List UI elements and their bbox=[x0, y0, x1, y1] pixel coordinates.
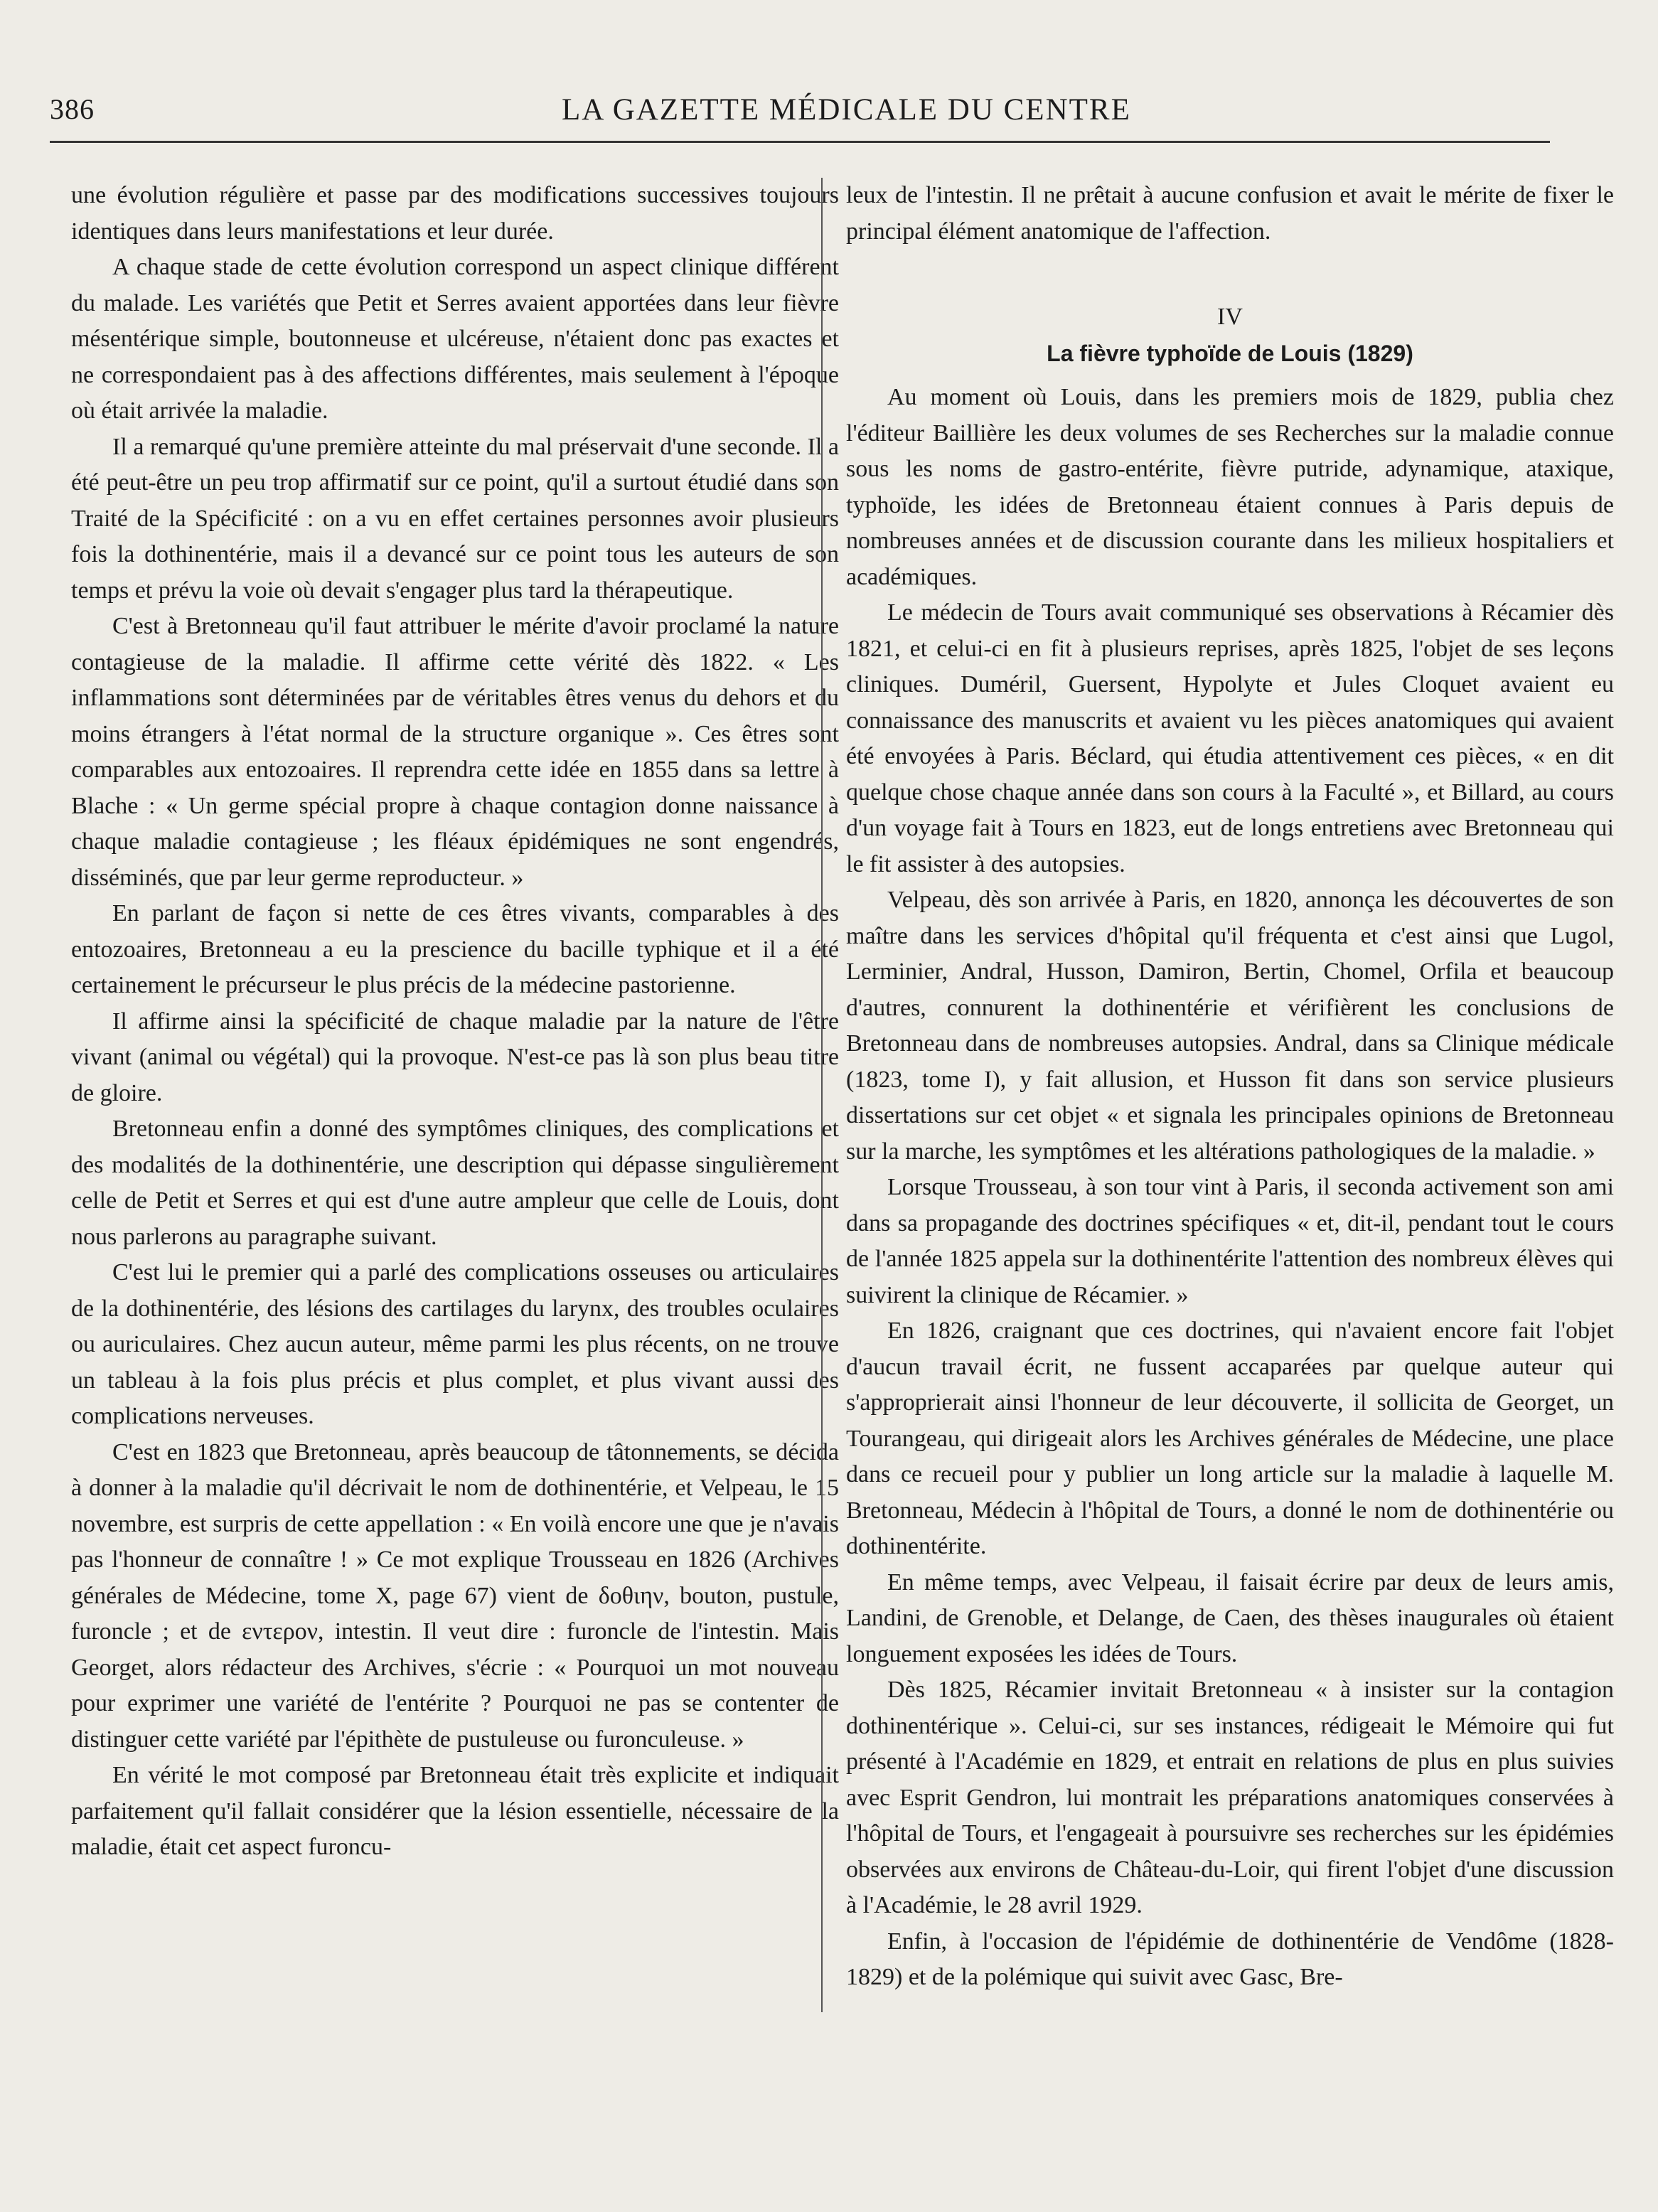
paragraph: leux de l'intestin. Il ne prêtait à aucune confusion et avait le mérite de fixer le principal élément anatomique de l'affection. bbox=[846, 182, 1614, 245]
paragraph: Le médecin de Tours avait communiqué ses observations à Récamier dès 1821, et celui-ci en fit à plusieurs reprises, après 1825, l'objet de ses leçons cliniques. Duméril, Guersent, Hypolyte et Jules Cloquet avaient eu connaissance des manuscrits et avaient vu les pièces anatomiques qui avaient été envoyées à Paris. Béclard, qui étudia attentivement ces pièces, « en dit quelque chose chaque année dans son cours à la Faculté », et Billard, au cours d'un voyage fait à Tours en 1823, eut de longs entretiens avec Bretonneau qui le fit assister à des autopsies. bbox=[846, 599, 1614, 877]
paragraph: En même temps, avec Velpeau, il faisait écrire par deux de leurs amis, Landini, de Grenoble, et Delange, de Caen, des thèses inaugurales où étaient longuement exposées les idées de Tours. bbox=[846, 1569, 1614, 1667]
right-column bbox=[846, 178, 1614, 1996]
page-header bbox=[50, 92, 1550, 135]
paragraph: En vérité le mot composé par Bretonneau était très explicite et indiquait parfaitement qu'il fallait considérer que la lésion essentielle, nécessaire de la maladie, était cet aspect furoncu- bbox=[71, 1762, 839, 1860]
paragraph: Velpeau, dès son arrivée à Paris, en 1820, annonça les découvertes de son maître dans les services d'hôpital qu'il fréquenta et c'est ainsi que Lugol, Lerminier, Andral, Husson, Damiron, Bertin, Chomel, Orfila et beaucoup d'autres, connurent la dothinentérie et vérifièrent les conclusions de Bretonneau dans de nombreuses autopsies. Andral, dans sa Clinique médicale (1823, tome I), y fait allusion, et Husson fit dans son service plusieurs dissertations sur cet objet « et signala les principales opinions de Bretonneau sur la marche, les symptômes et les altérations pathologiques de la maladie. » bbox=[846, 887, 1614, 1165]
paragraph: Dès 1825, Récamier invitait Bretonneau « à insister sur la contagion dothinentérique ». Celui-ci, sur ses instances, rédigeait le Mémoire qui fut présenté à l'Académie en 1829, et entrait en relations de plus en plus suivies avec Esprit Gendron, lui montrait les préparations anatomiques conservées à l'hôpital de Tours, et l'engageait à poursuivre ses recherches sur les épidémies observées aux environs de Château-du-Loir, qui firent l'objet d'une discussion à l'Académie, le 28 avril 1929. bbox=[846, 1677, 1614, 1918]
paragraph: En 1826, craignant que ces doctrines, qui n'avaient encore fait l'objet d'aucun travail écrit, ne fussent accaparées par quelque auteur qui s'approprierait ainsi l'honneur de leur découverte, il sollicita de Georget, un Tourangeau, qui dirigeait alors les Archives générales de Médecine, une place dans ce recueil pour y publier un long article sur la maladie à laquelle M. Bretonneau, Médecin à l'hôpital de Tours, a donné le nom de dothinentérie ou dothinentérite. bbox=[846, 1318, 1614, 1559]
page-number: 386 bbox=[50, 93, 95, 125]
paragraph: C'est en 1823 que Bretonneau, après beaucoup de tâtonnements, se décida à donner à la maladie qu'il décrivait le nom de dothinentérie, et Velpeau, le 15 novembre, est surpris de cette appellation : « En voilà encore une que je n'avais pas l'honneur de connaître ! » Ce mot explique Trousseau en 1826 (Archives générales de Médecine, tome X, page 67) vient de δοθιην, bouton, pustule, furoncle ; et de εντερον, intestin. Il veut dire : furoncle de l'intestin. Mais Georget, alors rédacteur des Archives, s'écrie : « Pourquoi un mot nouveau pour exprimer une variété de l'entérite ? Pourquoi ne pas se contenter de distinguer cette variété par l'épithète de pustuleuse ou furonculeuse. » bbox=[71, 1438, 839, 1753]
paragraph: Il a remarqué qu'une première atteinte du mal préservait d'une seconde. Il a été peut-être un peu trop affirmatif sur ce point, qu'il a surtout étudié dans son Traité de la Spécificité : on a vu en effet certaines personnes avoir plusieurs fois la dothinentérie, mais il a devancé sur ce point tous les auteurs de son temps et prévu la voie où devait s'engager plus tard la thérapeutique. bbox=[71, 433, 839, 604]
paragraph: Il affirme ainsi la spécificité de chaque maladie par la nature de l'être vivant (animal ou végétal) qui la provoque. N'est-ce pas là son plus beau titre de gloire. bbox=[71, 1008, 839, 1106]
section-number: IV bbox=[1217, 304, 1243, 330]
paragraph: Lorsque Trousseau, à son tour vint à Paris, il seconda activement son ami dans sa propagande des doctrines spécifiques « et, dit-il, pendant tout le cours de l'année 1825 appela sur la dothinentérite l'attention des nombreux élèves qui suivirent la clinique de Récamier. » bbox=[846, 1174, 1614, 1308]
column-divider bbox=[821, 178, 823, 2012]
left-column bbox=[71, 178, 839, 1866]
paragraph: Bretonneau enfin a donné des symptômes cliniques, des complications et des modalités de la dothinentérie, une description qui dépasse singulièrement celle de Petit et Serres et qui est d'une autre ampleur que celle de Louis, dont nous parlerons au paragraphe suivant. bbox=[71, 1116, 839, 1250]
header-rule bbox=[50, 141, 1550, 143]
paragraph: En parlant de façon si nette de ces êtres vivants, comparables à des entozoaires, Bretonneau a eu la prescience du bacille typhique et il a été certainement le précurseur le plus précis de la médecine pastorienne. bbox=[71, 900, 839, 998]
paragraph: Au moment où Louis, dans les premiers mois de 1829, publia chez l'éditeur Baillière les deux volumes de ses Recherches sur la maladie connue sous les noms de gastro-entérite, fièvre putride, adynamique, ataxique, typhoïde, les idées de Bretonneau étaient connues à Paris depuis de nombreuses années et de discussion courante dans les milieux hospitaliers et académiques. bbox=[846, 384, 1614, 590]
running-title: LA GAZETTE MÉDICALE DU CENTRE bbox=[562, 93, 1131, 127]
paragraph: une évolution régulière et passe par des modifications successives toujours identiques dans leurs manifestations et leur durée. bbox=[71, 182, 839, 245]
paragraph: Enfin, à l'occasion de l'épidémie de dothinentérie de Vendôme (1828-1829) et de la polémique qui suivit avec Gasc, Bre- bbox=[846, 1928, 1614, 1990]
section-title: La fièvre typhoïde de Louis (1829) bbox=[1047, 340, 1413, 366]
paragraph: A chaque stade de cette évolution correspond un aspect clinique différent du malade. Les variétés que Petit et Serres avaient apportées dans leur fièvre mésentérique simple, boutonneuse et ulcéreuse, n'étaient donc pas exactes et ne correspondaient pas à des affections différentes, mais seulement à l'époque où était arrivée la maladie. bbox=[71, 254, 839, 424]
paragraph: C'est lui le premier qui a parlé des complications osseuses ou articulaires de la dothinentérie, des lésions des cartilages du larynx, des troubles oculaires ou auriculaires. Chez aucun auteur, même parmi les plus récents, on ne trouve un tableau à la fois plus précis et plus complet, et plus vivant aussi des complications nerveuses. bbox=[71, 1259, 839, 1429]
paragraph: C'est à Bretonneau qu'il faut attribuer le mérite d'avoir proclamé la nature contagieuse de la maladie. Il affirme cette vérité dès 1822. « Les inflammations sont déterminées par de véritables êtres venus du dehors et du moins étrangers à l'état normal de la structure organique ». Ces êtres sont comparables aux entozoaires. Il reprendra cette idée en 1855 dans sa lettre à Blache : « Un germe spécial propre à chaque contagion donne naissance à chaque maladie contagieuse ; les fléaux épidémiques ne sont engendrés, disséminés, que par leur germe reproducteur. » bbox=[71, 613, 839, 891]
